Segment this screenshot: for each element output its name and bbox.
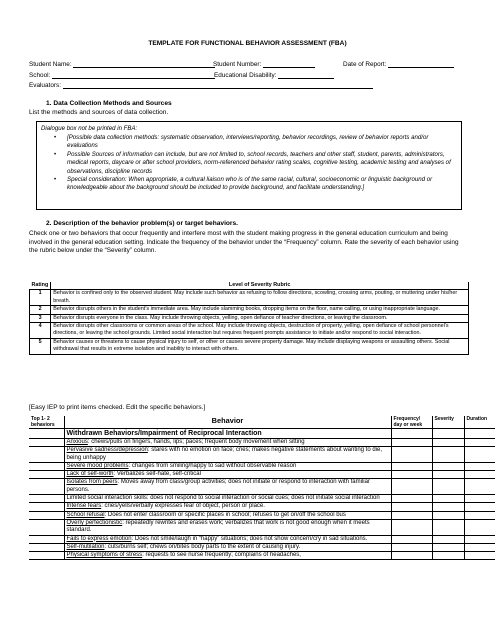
checkbox-cell[interactable]	[29, 462, 64, 470]
rubric-description: Behavior disrupts other classrooms or common areas of the school. May include throwing objects, destruction of property, yelling, open defiance of school personnel’s directions, or leaving the school grounds. Limited social interaction but requires frequent prompts assistance to initiate and/or respond to social interaction.	[51, 323, 469, 339]
rubric-row	[30, 290, 469, 306]
severity-cell[interactable]	[432, 429, 464, 439]
rubric-description: Behavior disrupts others in the student’s immediate area. May include slamming books, dropping items on the floor, name calling, or using inappropriate language.	[51, 306, 469, 314]
checkbox-cell[interactable]	[29, 552, 64, 560]
behavior-item: Intense fears: cries/yells/verbally expresses fear of object, person or place.	[64, 503, 391, 511]
frequency-cell[interactable]	[391, 519, 432, 535]
student-name-field[interactable]	[73, 60, 215, 68]
frequency-cell[interactable]	[391, 447, 432, 463]
dialogue-box	[36, 121, 462, 210]
behavior-row	[29, 552, 495, 560]
rubric-row	[30, 338, 469, 354]
behavior-item: Anxious: chews/pulls on fingers, hands, lips; paces; frequent body movement when sitting	[64, 439, 391, 447]
frequency-cell[interactable]	[391, 552, 432, 560]
student-number-row	[213, 60, 315, 68]
educational-disability-field[interactable]	[278, 71, 334, 79]
checkbox-cell[interactable]	[29, 495, 64, 503]
severity-cell[interactable]	[432, 479, 464, 495]
checkbox-cell[interactable]	[29, 439, 64, 447]
severity-rubric-table	[29, 282, 469, 355]
student-name-label: Student Name:	[29, 61, 72, 68]
rubric-row	[30, 306, 469, 314]
evaluators-label: Evaluators:	[29, 82, 61, 89]
dialogue-item: • Special consideration: When appropriate, a cultural liaison who is of the same racial, cultural, socioeconomic or linguistic background or knowledgeable about the background should be included to provide background, and facilitate understanding.]	[54, 176, 433, 192]
severity-cell[interactable]	[432, 552, 464, 560]
behavior-item: Physical symptoms of stress: requests to see nurse frequently; complains of headaches,	[64, 552, 391, 560]
behavior-row	[29, 535, 495, 543]
rubric-rating: 1	[30, 290, 51, 306]
duration-cell[interactable]	[464, 439, 495, 447]
rubric-description: Behavior causes or threatens to cause physical injury to self, or other or causes severe property damage. May include displaying weapons or assaulting others. Social withdrawal that results in extreme isolation and inability to interact with others.	[51, 338, 469, 354]
checkbox-cell[interactable]	[29, 511, 64, 519]
school-row	[29, 71, 215, 79]
evaluators-field[interactable]	[63, 81, 373, 89]
date-of-report-label: Date of Report:	[343, 61, 387, 68]
rubric-description: Behavior disrupts everyone in the class. May include throwing objects, yelling, open defiance of teacher directions, or leaving the classroom.	[51, 314, 469, 322]
section2-paragraph: Check one or two behaviors that occur frequently and interfere most with the student making progress in the general education curriculum and being involved in the general education setting. Indicate the frequency of the behavior under the “Frequency” column. Rate the severity of each behavior using the rubric below under the “Severity” column.	[29, 230, 459, 255]
frequency-cell[interactable]	[391, 543, 432, 551]
behavior-item: Severe mood problems: changes from smiling/happy to sad without observable reason	[64, 462, 391, 470]
header-duration: Duration	[464, 416, 495, 429]
behavior-item: Fails to express emotion: Does not smile/laugh in “happy” situations; does not show concern/cry in sad situations.	[64, 535, 391, 543]
rubric-header-level: Level of Severity Rubric	[51, 282, 469, 290]
severity-cell[interactable]	[432, 447, 464, 463]
behavior-item: Limited social interaction skills: does not respond to social interaction or social cues; does not initiate social interaction	[64, 495, 391, 503]
bullet-icon: •	[54, 176, 57, 184]
school-field[interactable]	[52, 71, 215, 79]
rubric-rating: 5	[30, 338, 51, 354]
frequency-cell[interactable]	[391, 495, 432, 503]
checkbox-cell[interactable]	[29, 471, 64, 479]
checkbox-cell[interactable]	[29, 447, 64, 463]
behavior-row	[29, 439, 495, 447]
severity-cell[interactable]	[432, 495, 464, 503]
frequency-cell[interactable]	[391, 535, 432, 543]
header-severity: Severity	[432, 416, 464, 429]
frequency-cell[interactable]	[391, 429, 432, 439]
behavior-row	[29, 447, 495, 463]
rubric-description: Behavior is confined only to the observed student. May include such behavior as refusing to follow directions, scowling, crossing arms, pouting, or muttering under his/her breath.	[51, 290, 469, 306]
duration-cell[interactable]	[464, 462, 495, 470]
duration-cell[interactable]	[464, 479, 495, 495]
checkbox-cell[interactable]	[29, 479, 64, 495]
rubric-row	[30, 323, 469, 339]
frequency-cell[interactable]	[391, 462, 432, 470]
behavior-row	[29, 511, 495, 519]
severity-cell[interactable]	[432, 511, 464, 519]
duration-cell[interactable]	[464, 519, 495, 535]
frequency-cell[interactable]	[391, 479, 432, 495]
duration-cell[interactable]	[464, 535, 495, 543]
duration-cell[interactable]	[464, 552, 495, 560]
rubric-rating: 2	[30, 306, 51, 314]
checkbox-cell[interactable]	[29, 519, 64, 535]
student-name-row	[29, 60, 215, 68]
bullet-icon: •	[54, 150, 57, 158]
duration-cell[interactable]	[464, 471, 495, 479]
rubric-row	[30, 314, 469, 322]
rubric-rating: 4	[30, 323, 51, 339]
section1-subtext: List the methods and sources of data collection.	[29, 109, 169, 116]
behavior-row	[29, 471, 495, 479]
behavior-row	[29, 519, 495, 535]
behavior-item: Overly perfectionistic: repeatedly rewrites and erases work; verbalizes that work is not good enough when it meets standard.	[64, 519, 391, 535]
duration-cell[interactable]	[464, 495, 495, 503]
header-frequency: Frequency/ day or week	[391, 416, 432, 429]
behavior-item: Isolates from peers: Moves away from class/group activities; does not initiate or respond to interaction with familiar persons.	[64, 479, 391, 495]
rubric-header-rating: Rating	[30, 282, 51, 290]
behavior-row	[29, 495, 495, 503]
behavior-item: School refusal: Does not enter classroom or specific places in school; refuses to get on/off the school bus	[64, 511, 391, 519]
checkbox-cell[interactable]	[29, 503, 64, 511]
checkbox-cell[interactable]	[29, 543, 64, 551]
severity-cell[interactable]	[432, 535, 464, 543]
behavior-row	[29, 503, 495, 511]
behavior-item: Pervasive sadness/depression: stares with no emotion on face; cries; makes negative statements about wanting to die, being unhappy	[64, 447, 391, 463]
duration-cell[interactable]	[464, 447, 495, 463]
section2-heading: 2. Description of the behavior problem(s) or target behaviors.	[46, 220, 238, 227]
header-behavior: Behavior	[64, 416, 391, 429]
severity-cell[interactable]	[432, 462, 464, 470]
behavior-category: Withdrawn Behaviors/Impairment of Reciprocal Interaction	[64, 429, 391, 439]
behavior-item: Self-mutilation: cuts/burns self; chews on/bites body parts to the extent of causing injury.	[64, 543, 391, 551]
header-top-behaviors: Top 1- 2 behaviors	[29, 416, 64, 429]
iep-note: [Easy IEP to print items checked. Edit the specific behaviors.]	[29, 404, 206, 411]
document-title: TEMPLATE FOR FUNCTIONAL BEHAVIOR ASSESSMENT (FBA)	[148, 40, 347, 47]
educational-disability-label: Educational Disability:	[214, 72, 277, 79]
severity-cell[interactable]	[432, 519, 464, 535]
dialogue-header: Dialogue box not be printed in FBA:	[41, 125, 138, 132]
frequency-cell[interactable]	[391, 471, 432, 479]
behavior-row	[29, 543, 495, 551]
behavior-item: Lack of self-worth: Verbalizes self-hate, self-critical	[64, 471, 391, 479]
section1-heading: 1. Data Collection Methods and Sources	[46, 100, 172, 107]
frequency-cell[interactable]	[391, 511, 432, 519]
severity-cell[interactable]	[432, 471, 464, 479]
checkbox-cell[interactable]	[29, 429, 64, 439]
severity-cell[interactable]	[432, 503, 464, 511]
student-number-label: Student Number:	[213, 61, 262, 68]
dialogue-item: • Possible Sources of information can include, but are not limited to, school records, teachers and other staff, student, parents, administrators, medical reports, daycare or after school providers, norm-referenced behavior rating scales, cognitive testing, academic testing and analyses of observations, discipline records	[54, 150, 451, 175]
rubric-rating: 3	[30, 314, 51, 322]
dialogue-list	[37, 134, 453, 193]
duration-cell[interactable]	[464, 543, 495, 551]
dialogue-item: • [Possible data collection methods: systematic observation, interviews/reporting, behavior recordings, review of behavior reports and/or evaluations	[54, 134, 429, 150]
evaluators-row	[29, 81, 373, 89]
frequency-cell[interactable]	[391, 439, 432, 447]
checkbox-cell[interactable]	[29, 535, 64, 543]
date-of-report-row	[343, 60, 454, 68]
severity-cell[interactable]	[432, 439, 464, 447]
frequency-cell[interactable]	[391, 503, 432, 511]
behaviors-table	[29, 416, 495, 560]
date-of-report-field[interactable]	[388, 60, 454, 68]
behavior-row	[29, 479, 495, 495]
student-number-field[interactable]	[263, 60, 315, 68]
school-label: School:	[29, 72, 51, 79]
bullet-icon: •	[54, 134, 57, 141]
duration-cell[interactable]	[464, 511, 495, 519]
behavior-row	[29, 462, 495, 470]
duration-cell[interactable]	[464, 503, 495, 511]
duration-cell[interactable]	[464, 429, 495, 439]
severity-cell[interactable]	[432, 543, 464, 551]
educational-disability-row	[214, 71, 334, 79]
